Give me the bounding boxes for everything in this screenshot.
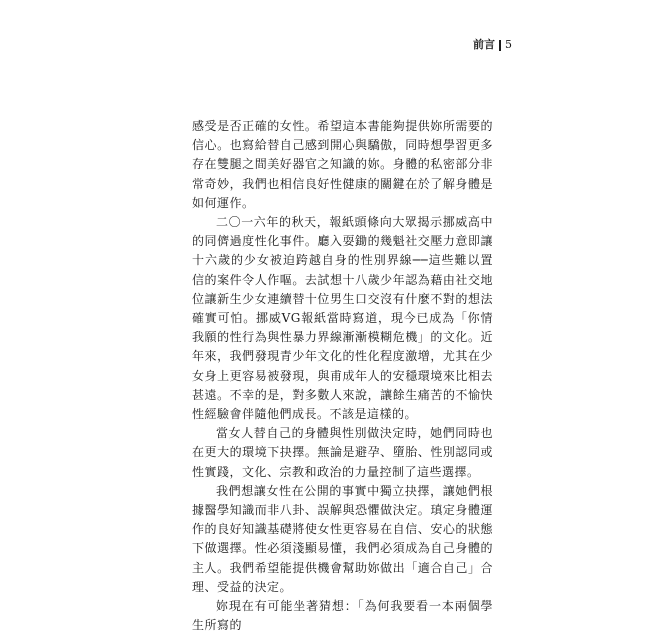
- page-number: 5: [505, 38, 512, 51]
- running-header: [473, 38, 512, 52]
- paragraph: 當女人替自己的身體與性別做決定時，她們同時也在更大的環境下抉擇。無論是避孕、墮胎、性別認同或性實踐，文化、宗教和政治的力量控制了這些選擇。: [192, 426, 493, 479]
- header-divider: [499, 40, 501, 51]
- paragraph-continued: 感受是否正確的女性。希望這本書能夠提供妳所需要的信心。也寫給替自己感到開心與驕傲，同時想學習更多存在雙腿之間美好器官之知識的妳。身體的私密部分非常奇妙，我們也相信良好性健康的關鍵在於了解身體是如何運作。: [192, 119, 493, 210]
- paragraph: 二〇一六年的秋天，報紙頭條向大眾揭示挪威高中的同儕過度性化事件。廳入耍鋤的幾魁社交壓力意即讓十六歲的少女被迫跨越自身的性別界線──這些難以置信的案件令人作嘔。去試想十八歲少年認為藉由社交地位讓新生少女連續替十位男生口交沒有什麼不對的想法確實可怕。挪威VG報紙當時寫道，現今已成為「你情我願的性行為與性暴力界線漸漸模糊危機」的文化。近年來，我們發現青少年文化的性化程度激增，尤其在少女身上更容易被發現，與甫成年人的安穩環境來比相去甚遠。不幸的是，對多數人來說，讓餘生痛苦的不愉快性經驗會伴隨他們成長。不該是這樣的。: [192, 215, 493, 422]
- paragraph: 我們想讓女性在公開的事實中獨立抉擇，讓她們根據醫學知識而非八卦、誤解與恐懼做決定。瑱定身體運作的良好知識基礎將使女性更容易在自信、安心的狀態下做選擇。性必須淺顯易懂，我們必須成為自己身體的主人。我們希望能提供機會幫助妳做出「適合自己」合理、受益的決定。: [192, 483, 493, 594]
- section-title: 前言: [473, 38, 495, 51]
- body-text: [192, 117, 493, 635]
- paragraph: 妳現在有可能坐著猜想：「為何我要看一本兩個學生所寫的: [192, 599, 493, 633]
